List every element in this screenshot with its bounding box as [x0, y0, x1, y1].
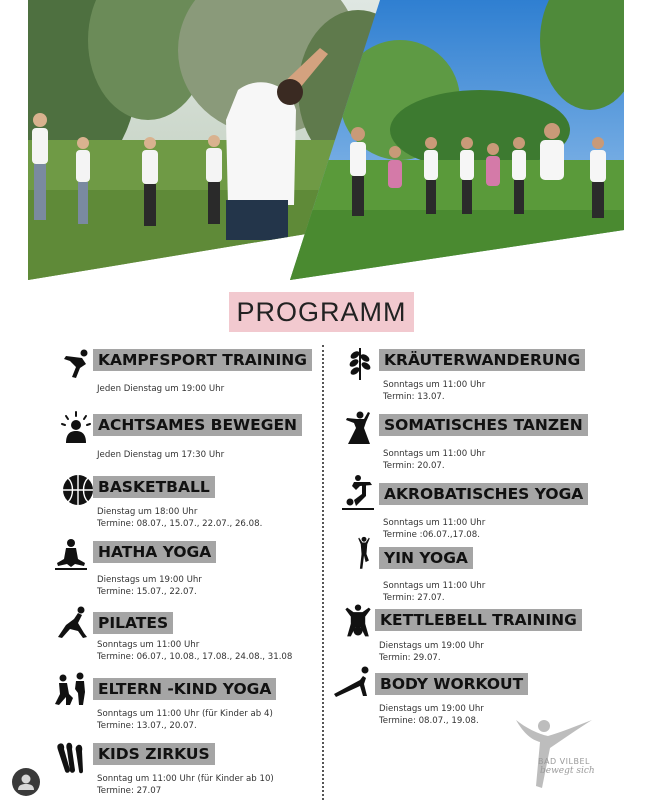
program-title-kettlebell: KETTLEBELL TRAINING	[375, 609, 582, 631]
program-title-basketball: BASKETBALL	[93, 476, 215, 498]
kettlebell-icon	[340, 604, 376, 640]
program-title-body: BODY WORKOUT	[375, 673, 528, 695]
program-detail-line: Sonntag um 11:00 Uhr (für Kinder ab 10)	[97, 774, 274, 784]
program-title-kampfsport: KAMPFSPORT TRAINING	[93, 349, 312, 371]
program-title-yin: YIN YOGA	[379, 547, 473, 569]
parent-child-yoga-icon	[53, 672, 89, 708]
program-detail-line: Termine: 08.07., 15.07., 22.07., 26.08.	[97, 519, 263, 529]
program-detail-line: Termin: 29.07.	[379, 653, 441, 663]
herb-leaf-icon	[342, 346, 378, 382]
photo-right-kids-group	[290, 0, 624, 282]
program-detail-line: Sonntags um 11:00 Uhr	[383, 449, 486, 459]
program-title-zirkus: KIDS ZIRKUS	[93, 743, 215, 765]
program-detail-line: Jeden Dienstag um 19:00 Uhr	[97, 384, 225, 394]
program-title-pilates: PILATES	[93, 612, 173, 634]
program-detail-line: Termine: 27.07	[97, 786, 162, 796]
program-detail-line: Dienstags um 19:00 Uhr	[379, 641, 484, 651]
program-title-badge	[229, 292, 414, 332]
program-detail-line: Dienstags um 19:00 Uhr	[97, 575, 202, 585]
basketball-icon	[60, 472, 96, 508]
plank-workout-icon	[332, 666, 372, 702]
yoga-pose-icon	[346, 536, 382, 572]
program-detail-line: Dienstag um 18:00 Uhr	[97, 507, 198, 517]
program-title: PROGRAMM	[236, 296, 407, 327]
program-detail-line: Sonntags um 11:00 Uhr	[383, 380, 486, 390]
program-title-achtsam: ACHTSAMES BEWEGEN	[93, 414, 302, 436]
user-silhouette-icon	[12, 768, 40, 796]
column-divider	[322, 345, 324, 800]
program-title-kraeuter: KRÄUTERWANDERUNG	[379, 349, 585, 371]
logo-text-tagline: bewegt sich	[540, 766, 595, 776]
program-detail-line: Termin: 13.07.	[383, 392, 445, 402]
program-title-hatha: HATHA YOGA	[93, 541, 216, 563]
program-detail-line: Termine: 13.07., 20.07.	[97, 721, 197, 731]
program-detail-line: Termine: 15.07., 22.07.	[97, 587, 197, 597]
program-detail-line: Termin: 27.07.	[383, 593, 445, 603]
dancer-icon	[340, 410, 376, 446]
bad-vilbel-logo	[506, 716, 602, 796]
program-detail-line: Termine :06.07.,17.08.	[383, 530, 480, 540]
program-detail-line: Dienstags um 19:00 Uhr	[379, 704, 484, 714]
program-title-eltern: ELTERN -KIND YOGA	[93, 678, 276, 700]
martial-arts-icon	[60, 346, 96, 382]
profile-avatar[interactable]	[12, 768, 40, 796]
program-detail-line: Termine: 06.07., 10.08., 17.08., 24.08., 31.08	[97, 652, 293, 662]
program-detail-line: Sonntags um 11:00 Uhr	[383, 518, 486, 528]
acro-yoga-icon	[340, 474, 376, 510]
logo-text-city: BAD VILBEL	[538, 757, 590, 766]
program-title-akro: AKROBATISCHES YOGA	[379, 483, 588, 505]
program-title-tanzen: SOMATISCHES TANZEN	[379, 414, 588, 436]
program-detail-line: Termin: 20.07.	[383, 461, 445, 471]
program-detail-line: Termine: 08.07., 19.08.	[379, 716, 479, 726]
program-detail-line: Jeden Dienstag um 17:30 Uhr	[97, 450, 225, 460]
mindful-person-icon	[58, 410, 94, 446]
program-detail-line: Sonntags um 11:00 Uhr	[97, 640, 200, 650]
program-detail-line: Sonntags um 11:00 Uhr	[383, 581, 486, 591]
juggling-pins-icon	[53, 740, 89, 776]
program-detail-line: Sonntags um 11:00 Uhr (für Kinder ab 4)	[97, 709, 273, 719]
meditation-icon	[53, 537, 89, 573]
pilates-icon	[54, 605, 90, 641]
